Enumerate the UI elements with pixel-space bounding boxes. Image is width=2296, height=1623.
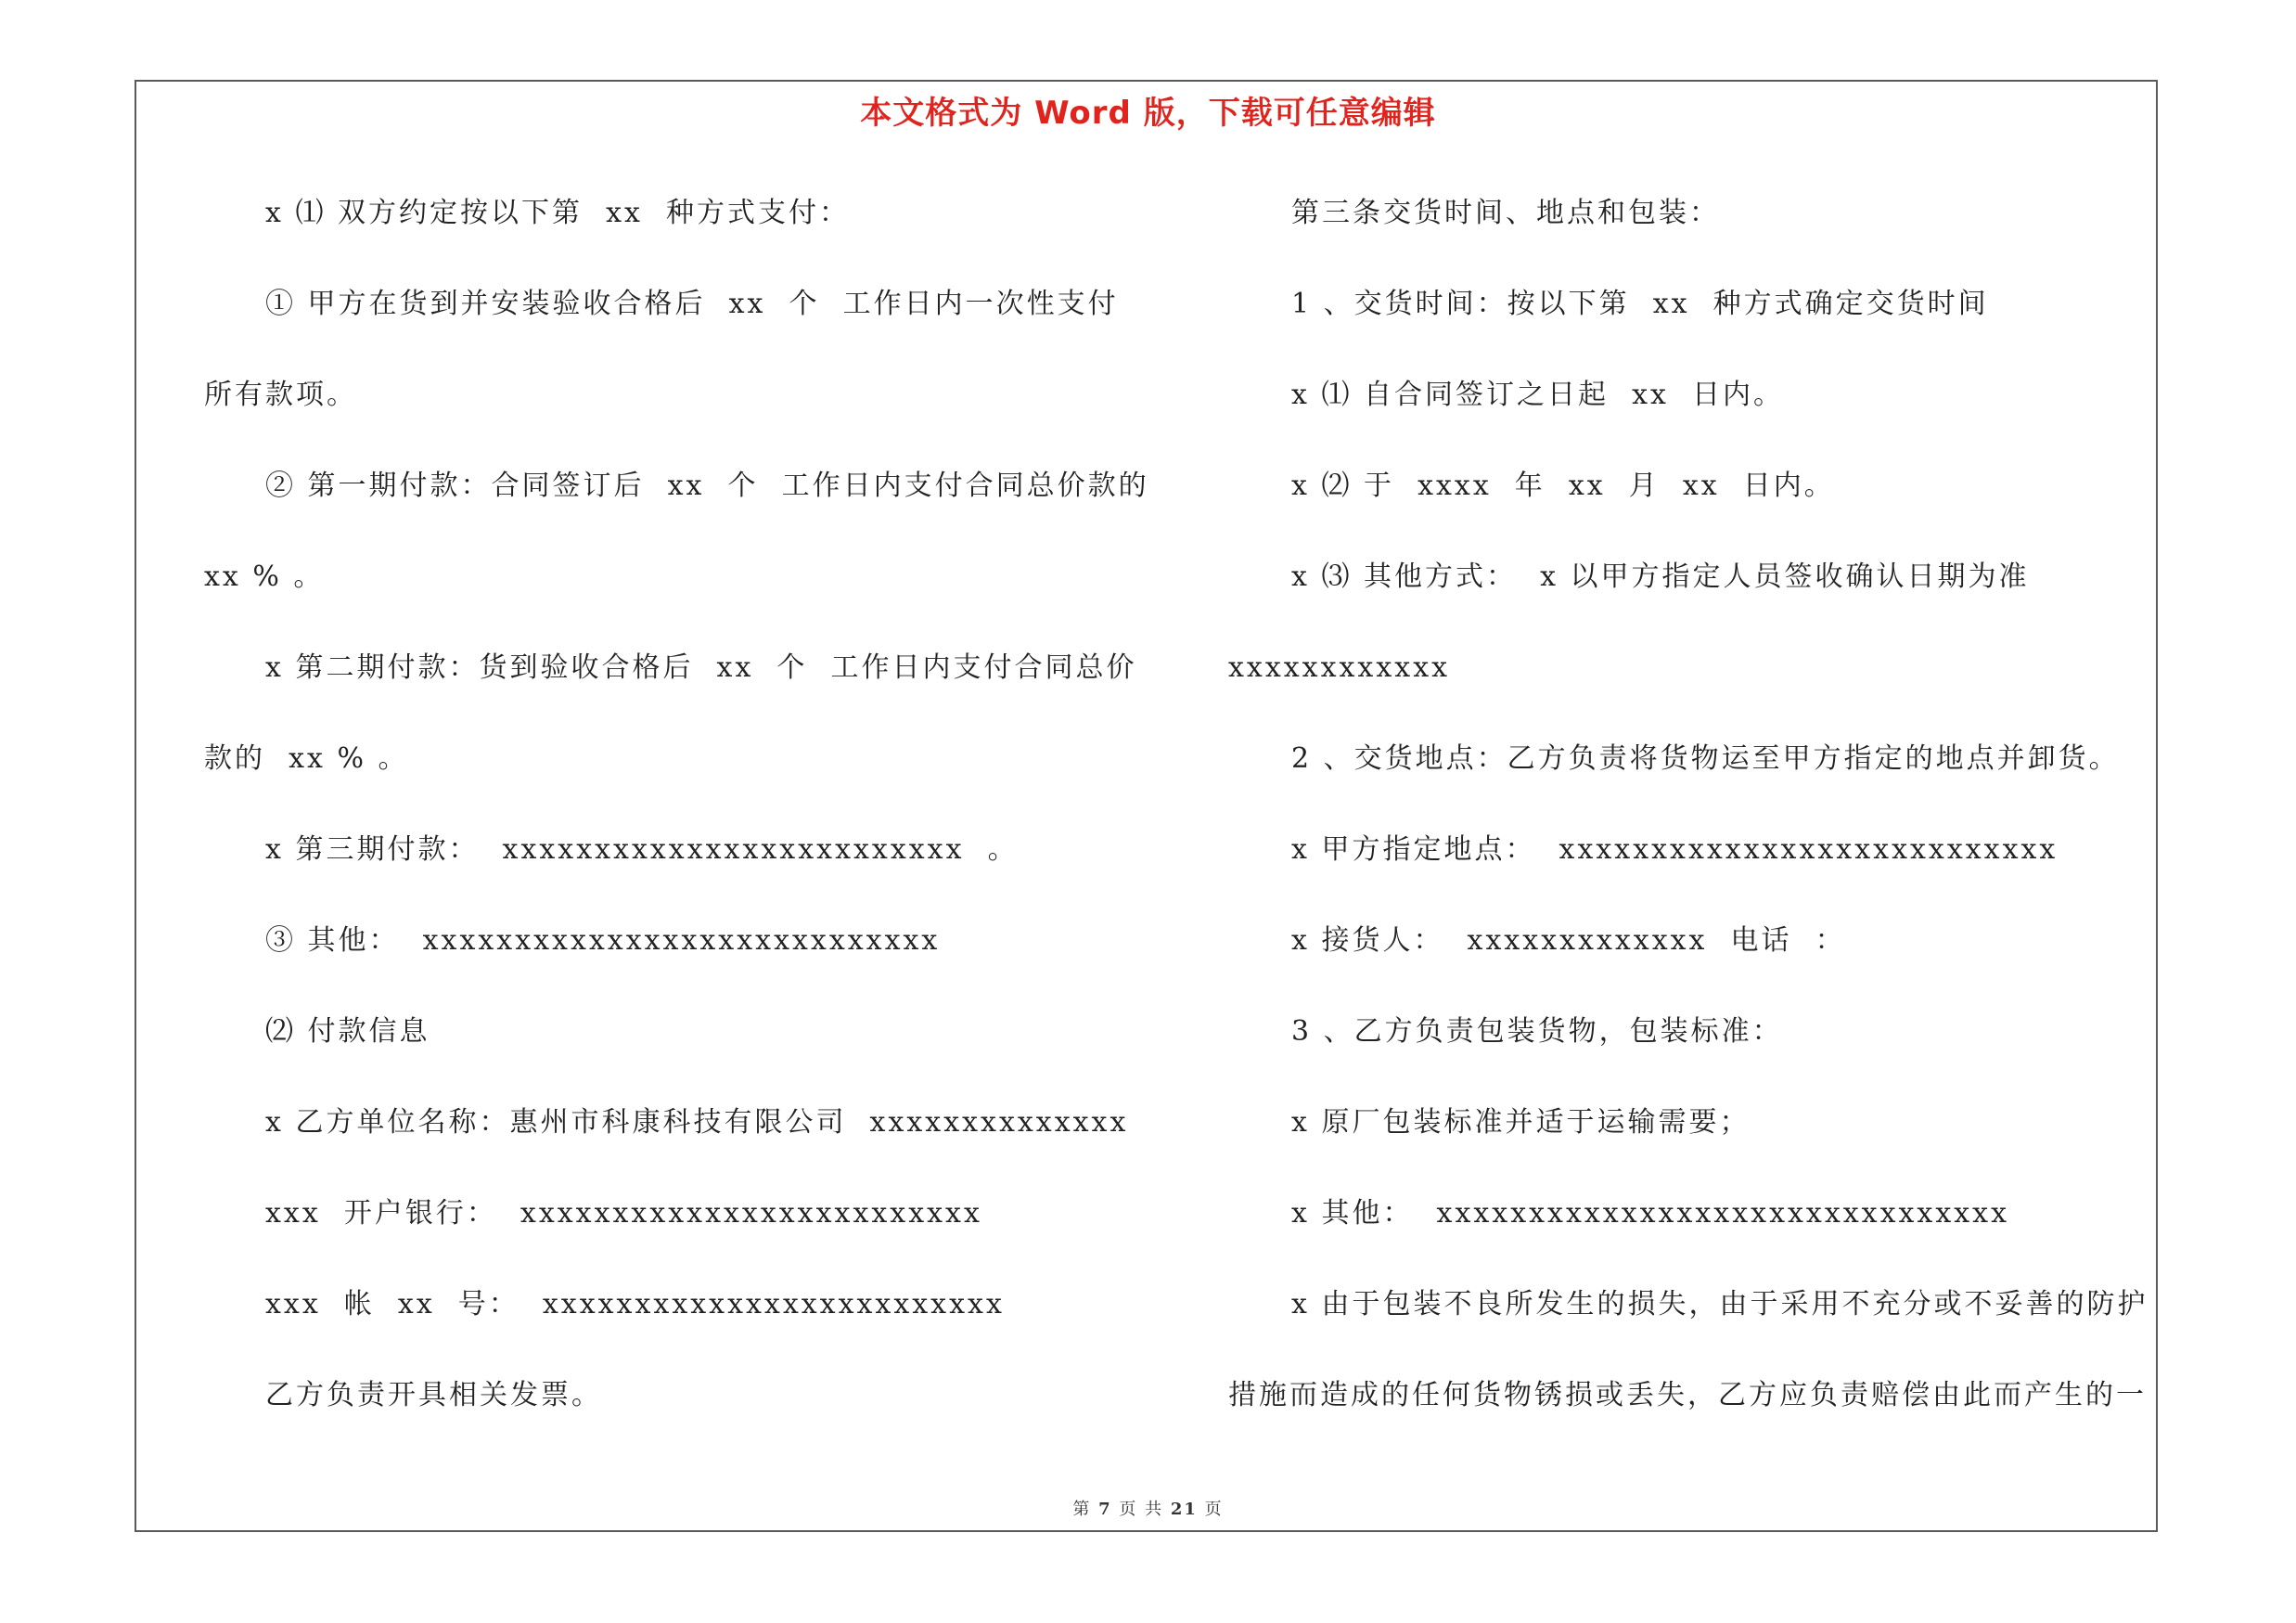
left-line-12: xxx 开户银行： xxxxxxxxxxxxxxxxxxxxxxxxx xyxy=(265,1197,982,1230)
footer-suffix: 页 xyxy=(1204,1500,1224,1519)
left-line-6: x 第二期付款：货到验收合格后 xx 个 工作日内支付合同总价 xyxy=(265,651,1137,684)
left-line-11: x 乙方单位名称：惠州市科康科技有限公司 xxxxxxxxxxxxxx xyxy=(265,1106,1129,1139)
page-footer xyxy=(0,1496,2296,1520)
left-line-3: 所有款项。 xyxy=(204,379,357,411)
left-line-8: x 第三期付款： xxxxxxxxxxxxxxxxxxxxxxxxx 。 xyxy=(265,833,1019,866)
right-line-9: x 接货人： xxxxxxxxxxxxx 电话 ： xyxy=(1291,924,1846,957)
left-line-9: ③ 其他： xxxxxxxxxxxxxxxxxxxxxxxxxxxx xyxy=(265,924,941,957)
left-line-1: x ⑴ 双方约定按以下第 xx 种方式支付： xyxy=(265,197,850,229)
right-line-5: x ⑶ 其他方式： x 以甲方指定人员签收确认日期为准 xyxy=(1291,560,2030,593)
left-line-7: 款的 xx % 。 xyxy=(204,742,409,775)
right-line-7: 2 、交货地点：乙方负责将货物运至甲方指定的地点并卸货。 xyxy=(1291,742,2120,775)
right-line-11: x 原厂包装标准并适于运输需要； xyxy=(1291,1106,1751,1139)
footer-total-pages: 21 xyxy=(1170,1500,1198,1519)
footer-prefix: 第 xyxy=(1072,1500,1092,1519)
left-line-10: ⑵ 付款信息 xyxy=(265,1015,430,1048)
right-line-14: 措施而造成的任何货物锈损或丢失，乙方应负责赔偿由此而产生的一 xyxy=(1228,1379,2147,1411)
right-line-4: x ⑵ 于 xxxx 年 xx 月 xx 日内。 xyxy=(1291,470,1835,502)
right-line-13: x 由于包装不良所发生的损失，由于采用不充分或不妥善的防护 xyxy=(1291,1288,2148,1320)
left-line-4: ② 第一期付款：合同签订后 xx 个 工作日内支付合同总价款的 xyxy=(265,470,1149,502)
right-line-8: x 甲方指定地点： xxxxxxxxxxxxxxxxxxxxxxxxxxx xyxy=(1291,833,2059,866)
right-line-1: 第三条交货时间、地点和包装： xyxy=(1291,197,1720,229)
left-line-14: 乙方负责开具相关发票。 xyxy=(265,1379,602,1411)
left-line-5: xx % 。 xyxy=(204,560,325,593)
right-line-2: 1 、交货时间：按以下第 xx 种方式确定交货时间 xyxy=(1291,288,1989,320)
right-line-6: xxxxxxxxxxxx xyxy=(1228,651,1451,684)
left-line-13: xxx 帐 xx 号： xxxxxxxxxxxxxxxxxxxxxxxxx xyxy=(265,1288,1005,1320)
left-line-2: ① 甲方在货到并安装验收合格后 xx 个 工作日内一次性支付 xyxy=(265,288,1119,320)
right-line-10: 3 、乙方负责包装货物，包装标准： xyxy=(1291,1015,1783,1048)
right-line-12: x 其他： xxxxxxxxxxxxxxxxxxxxxxxxxxxxxxx xyxy=(1291,1197,2010,1230)
right-line-3: x ⑴ 自合同签订之日起 xx 日内。 xyxy=(1291,379,1784,411)
footer-middle: 页 共 xyxy=(1119,1500,1164,1519)
banner-title: 本文格式为 Word 版，下载可任意编辑 xyxy=(860,95,1436,132)
footer-page-number: 7 xyxy=(1098,1500,1112,1519)
